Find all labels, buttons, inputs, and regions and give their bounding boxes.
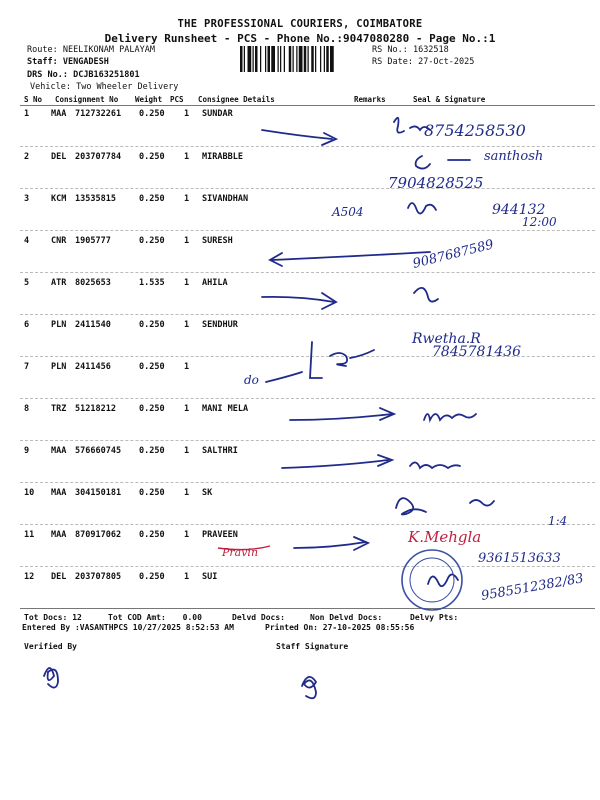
row-consignment-no: 203707784: [75, 152, 122, 162]
row-weight: 0.250: [139, 530, 165, 540]
barcode-bar: [284, 46, 285, 72]
vehicle-label: Vehicle:: [30, 82, 71, 92]
table-row: [0, 572, 600, 592]
table-row: [0, 194, 600, 214]
row-sno: 5: [24, 278, 30, 288]
drs-label: DRS No.:: [27, 70, 68, 80]
row-sno: 6: [24, 320, 30, 330]
rs-date-line: [372, 57, 474, 67]
row-prefix: ATR: [51, 278, 67, 288]
row-consignment-no: 1905777: [75, 236, 111, 246]
row-divider: [20, 356, 595, 357]
row-weight: 0.250: [139, 446, 165, 456]
barcode-bar: [293, 46, 294, 72]
row-weight: 0.250: [139, 109, 165, 119]
table-row: [0, 362, 600, 382]
col-weight: Weight: [135, 95, 163, 104]
tot-cod: [108, 613, 202, 622]
handwritten-note: A504: [332, 205, 364, 219]
row-sno: 3: [24, 194, 30, 204]
row-consignee: SUI: [202, 572, 218, 582]
row-pcs: 1: [184, 194, 190, 204]
table-row: [0, 278, 600, 298]
handwritten-remark: Pravin: [222, 546, 259, 559]
col-consignee: Consignee Details: [198, 95, 275, 104]
row-weight: 0.250: [139, 320, 165, 330]
barcode-bar: [265, 46, 266, 72]
row-consignment-no: 304150181: [75, 488, 122, 498]
delvy-pts-label: Delvy Pts:: [410, 613, 459, 622]
row-pcs: 1: [184, 278, 190, 288]
barcode-bar: [299, 46, 303, 72]
col-pcs: PCS: [170, 95, 184, 104]
rs-no-value: 1632518: [412, 45, 449, 55]
totals-line: [24, 613, 82, 622]
row-pcs: 1: [184, 572, 190, 582]
tot-cod-value: 0.00: [182, 613, 202, 622]
rs-no-label: RS No.:: [372, 45, 408, 55]
row-weight: 0.250: [139, 404, 165, 414]
entered-by: Entered By :VASANTHPCS 10/27/2025 8:52:53 AM: [22, 623, 234, 632]
row-consignee: SENDHUR: [202, 320, 238, 330]
col-remarks: Remarks: [354, 95, 386, 104]
handwritten-name: santhosh: [484, 149, 544, 164]
row-pcs: 1: [184, 236, 190, 246]
row-consignee: SK: [202, 488, 213, 498]
handwritten-phone: 8754258530: [424, 121, 526, 140]
handwritten-phone: 9361513633: [478, 551, 561, 566]
table-row: [0, 152, 600, 172]
runsheet-title: Delivery Runsheet - PCS - Phone No.:9047080280 - Page No.:1: [104, 32, 496, 45]
table-row: [0, 530, 600, 550]
row-sno: 9: [24, 446, 30, 456]
vehicle-line: [30, 82, 178, 92]
row-prefix: MAA: [51, 109, 67, 119]
barcode-bar: [304, 46, 307, 72]
row-pcs: 1: [184, 320, 190, 330]
barcode-bar: [278, 46, 279, 72]
row-prefix: CNR: [51, 236, 67, 246]
row-consignment-no: 712732261: [75, 109, 122, 119]
printed-on: Printed On: 27-10-2025 08:55:56: [265, 623, 415, 632]
tot-docs-value: 12: [72, 613, 82, 622]
barcode-bar: [326, 46, 329, 72]
row-sno: 1: [24, 109, 30, 119]
barcode-bar: [268, 46, 271, 72]
barcode-bar: [289, 46, 292, 72]
row-divider: [20, 482, 595, 483]
row-consignment-no: 576660745: [75, 446, 122, 456]
col-seal: Seal & Signature: [413, 95, 486, 104]
table-row: [0, 236, 600, 256]
staff-signature-mark: [302, 677, 316, 698]
row-divider: [20, 272, 595, 273]
row-divider: [20, 188, 595, 189]
tot-docs-label: Tot Docs:: [24, 613, 68, 622]
row-divider: [20, 398, 595, 399]
row-consignee: PRAVEEN: [202, 530, 238, 540]
row-weight: 0.250: [139, 362, 165, 372]
handwritten-name: Rwetha.R: [412, 331, 481, 347]
handwritten-phone: 9585512382/83: [480, 571, 585, 604]
row-prefix: MAA: [51, 488, 67, 498]
row-prefix: MAA: [51, 530, 67, 540]
row-consignee: AHILA: [202, 278, 228, 288]
row-sno: 4: [24, 236, 30, 246]
barcode-bar: [311, 46, 314, 72]
arrow-mark: [262, 130, 332, 139]
company-title: THE PROFESSIONAL COURIERS, COIMBATORE: [177, 18, 423, 30]
row-weight: 0.250: [139, 236, 165, 246]
barcode-bar: [260, 46, 261, 72]
barcode: [240, 46, 368, 72]
row-pcs: 1: [184, 109, 190, 119]
row-consignee: SALTHRI: [202, 446, 238, 456]
row-pcs: 1: [184, 446, 190, 456]
row-consignee: MANI MELA: [202, 404, 249, 414]
drs-line: [27, 70, 140, 80]
barcode-bar: [324, 46, 325, 72]
table-row: [0, 320, 600, 340]
barcode-bar: [244, 46, 245, 72]
row-divider: [20, 146, 595, 147]
staff-value: VENGADESH: [62, 57, 109, 67]
row-sno: 10: [24, 488, 35, 498]
delvd-docs-label: Delvd Docs:: [232, 613, 285, 622]
row-consignee: MIRABBLE: [202, 152, 243, 162]
row-sno: 7: [24, 362, 30, 372]
row-weight: 1.535: [139, 278, 165, 288]
row-pcs: 1: [184, 152, 190, 162]
row-weight: 0.250: [139, 488, 165, 498]
row-consignment-no: 2411540: [75, 320, 111, 330]
row-divider: [20, 314, 595, 315]
row-prefix: MAA: [51, 446, 67, 456]
row-consignment-no: 51218212: [75, 404, 116, 414]
handwritten-name: K.Mehgla: [408, 528, 482, 546]
row-sno: 12: [24, 572, 35, 582]
drs-value: DCJB163251801: [73, 70, 140, 80]
row-consignment-no: 870917062: [75, 530, 122, 540]
row-weight: 0.250: [139, 194, 165, 204]
barcode-bar: [320, 46, 321, 72]
barcode-bar: [330, 46, 334, 72]
row-prefix: DEL: [51, 572, 67, 582]
row-prefix: TRZ: [51, 404, 67, 414]
row-divider: [20, 230, 595, 231]
barcode-bar: [248, 46, 252, 72]
route-value: NEELIKONAM PALAYAM: [62, 45, 155, 55]
handwritten-time: 12:00: [522, 215, 557, 229]
row-pcs: 1: [184, 362, 190, 372]
handwritten-time: 1:4: [548, 514, 568, 528]
row-divider: [20, 566, 595, 567]
arrowhead-mark: [322, 133, 336, 145]
row-consignment-no: 13535815: [75, 194, 116, 204]
handwritten-ditto: do: [244, 373, 259, 387]
row-prefix: KCM: [51, 194, 67, 204]
row-pcs: 1: [184, 488, 190, 498]
row-pcs: 1: [184, 404, 190, 414]
row-prefix: PLN: [51, 320, 67, 330]
tot-cod-label: Tot COD Amt:: [108, 613, 166, 622]
row-consignment-no: 2411456: [75, 362, 111, 372]
table-row: [0, 488, 600, 508]
barcode-bar: [296, 46, 297, 72]
barcode-bar: [240, 46, 243, 72]
row-weight: 0.250: [139, 152, 165, 162]
staff-signature-label: Staff Signature: [276, 642, 349, 651]
row-sno: 11: [24, 530, 35, 540]
handwritten-phone: 7904828525: [388, 174, 484, 192]
handwritten-phone: 7845781436: [432, 344, 522, 360]
handwritten-phone: 9087687589: [411, 237, 496, 272]
table-row: [0, 404, 600, 424]
barcode-bar: [255, 46, 258, 72]
row-consignee: SIVANDHAN: [202, 194, 249, 204]
header-rule: [20, 105, 595, 106]
row-pcs: 1: [184, 530, 190, 540]
row-consignment-no: 8025653: [75, 278, 111, 288]
barcode-bar: [253, 46, 254, 72]
verified-signature-mark: [44, 668, 58, 688]
staff-label: Staff:: [27, 57, 58, 67]
rs-date-label: RS Date:: [372, 57, 413, 67]
rs-no-line: [372, 45, 449, 55]
handwritten-phone: 944132: [492, 202, 546, 218]
row-sno: 8: [24, 404, 30, 414]
row-consignee: SUNDAR: [202, 109, 233, 119]
row-prefix: PLN: [51, 362, 67, 372]
row-sno: 2: [24, 152, 30, 162]
table-row: [0, 446, 600, 466]
route-line: [27, 45, 155, 55]
route-label: Route:: [27, 45, 58, 55]
barcode-bar: [308, 46, 309, 72]
barcode-bar: [315, 46, 316, 72]
vehicle-value: Two Wheeler Delivery: [76, 82, 179, 92]
row-consignment-no: 203707805: [75, 572, 122, 582]
col-sno: S No: [24, 95, 43, 104]
row-prefix: DEL: [51, 152, 67, 162]
verified-by-label: Verified By: [24, 642, 77, 651]
row-divider: [20, 524, 595, 525]
row-divider: [20, 440, 595, 441]
non-delvd-docs-label: Non Delvd Docs:: [310, 613, 383, 622]
barcode-bar: [271, 46, 275, 72]
row-consignee: SURESH: [202, 236, 233, 246]
barcode-bar: [280, 46, 281, 72]
row-weight: 0.250: [139, 572, 165, 582]
rs-date-value: 27-Oct-2025: [418, 57, 475, 67]
table-row: [0, 109, 600, 129]
staff-line: [27, 57, 109, 67]
table-bottom-rule: [20, 608, 595, 609]
col-consignment: Consignment No: [55, 95, 119, 104]
